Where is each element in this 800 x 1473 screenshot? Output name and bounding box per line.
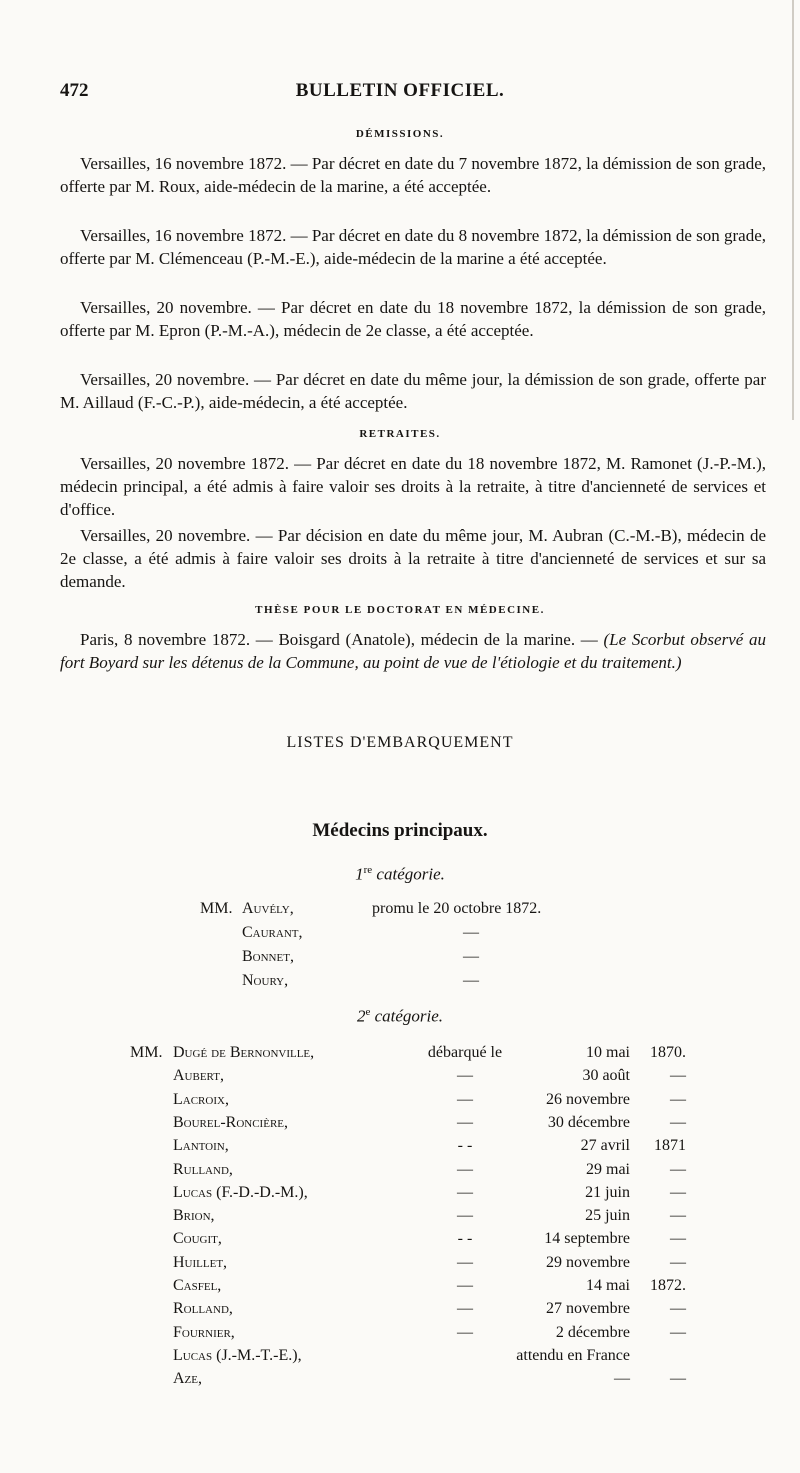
officer-status: — xyxy=(457,1277,473,1294)
category-2-row xyxy=(0,1182,800,1204)
officer-name: Lacroix, xyxy=(173,1091,229,1108)
embark-year: — xyxy=(670,1067,686,1084)
embark-year: 1871 xyxy=(654,1137,686,1154)
category-2-row xyxy=(0,1159,800,1181)
officer-status: — xyxy=(463,948,479,965)
category-2-row xyxy=(0,1275,800,1297)
category-2-number: 2 xyxy=(356,1006,366,1026)
these-paragraph xyxy=(60,628,766,674)
category-1-row xyxy=(0,898,800,920)
officer-name: Fournier, xyxy=(173,1324,235,1341)
officer-name: Bonnet, xyxy=(242,948,294,965)
officer-name: Rulland, xyxy=(173,1161,233,1178)
category-2-row xyxy=(0,1205,800,1227)
section-title-demissions: DÉMISSIONS. xyxy=(355,128,445,140)
embark-date: 29 mai xyxy=(586,1161,630,1178)
officer-name: Brion, xyxy=(173,1207,215,1224)
category-2-row xyxy=(0,1042,800,1064)
page-number: 472 xyxy=(60,80,89,101)
category-1-row xyxy=(0,946,800,968)
embark-year: 1872. xyxy=(650,1277,686,1294)
officer-status: — xyxy=(463,972,479,989)
embark-date: 29 novembre xyxy=(546,1254,630,1271)
officer-name: Dugé de Bernonville, xyxy=(173,1044,315,1061)
embark-year: — xyxy=(670,1324,686,1341)
officer-name: Cougit, xyxy=(173,1230,222,1247)
officer-status: — xyxy=(463,924,479,941)
these-title-italic: (Le Scorbut observé au fort Boyard sur les détenus de la Commune, au point de vue de l'étiologie et du traitement.) xyxy=(60,630,766,672)
section-title-these: THÈSE POUR LE DOCTORAT EN MÉDECINE. xyxy=(255,604,545,616)
embark-year: — xyxy=(670,1161,686,1178)
demission-paragraph: Versailles, 20 novembre. — Par décret en date du 18 novembre 1872, la démission de son grade, offerte par M. Epron (P.-M.-A.), médecin de 2e classe, a été acceptée. xyxy=(60,298,766,340)
officer-status: — xyxy=(457,1067,473,1084)
medecins-title: Médecins principaux. xyxy=(312,820,488,841)
officer-name: Aubert, xyxy=(173,1067,224,1084)
officer-status: — xyxy=(457,1324,473,1341)
embark-date: — xyxy=(614,1370,630,1387)
officer-name: Lucas (F.-D.-D.-M.), xyxy=(173,1184,308,1201)
category-2-row xyxy=(0,1252,800,1274)
category-2-row xyxy=(0,1298,800,1320)
mm-prefix: MM. xyxy=(200,900,233,917)
embark-year: — xyxy=(670,1207,686,1224)
listes-title: LISTES D'EMBARQUEMENT xyxy=(286,734,514,751)
demission-paragraph: Versailles, 16 novembre 1872. — Par décret en date du 7 novembre 1872, la démission de son grade, offerte par M. Roux, aide-médecin de la marine, a été acceptée. xyxy=(60,154,766,196)
officer-status: débarqué le xyxy=(427,1044,503,1061)
category-2-row xyxy=(0,1065,800,1087)
embark-date: 2 décembre xyxy=(555,1324,630,1341)
officer-name: Lantoin, xyxy=(173,1137,229,1154)
embark-date: 27 avril xyxy=(580,1137,630,1154)
demission-paragraph: Versailles, 20 novembre. — Par décret en date du même jour, la démission de son grade, offerte par M. Aillaud (F.-C.-P.), aide-médecin, a été acceptée. xyxy=(60,370,766,412)
embark-date: 30 août xyxy=(582,1067,630,1084)
category-1-sup: re xyxy=(363,864,373,876)
section-title-retraites: RETRAITES. xyxy=(359,428,441,440)
embark-date: 10 mai xyxy=(586,1044,630,1061)
category-2-row xyxy=(0,1089,800,1111)
officer-status: — xyxy=(457,1161,473,1178)
officer-name: Noury, xyxy=(242,972,289,989)
officer-status: — xyxy=(457,1207,473,1224)
category-2-row xyxy=(0,1228,800,1250)
officer-name: Casfel, xyxy=(173,1277,222,1294)
embark-year: — xyxy=(670,1091,686,1108)
officer-status: — xyxy=(457,1114,473,1131)
embark-date: 21 juin xyxy=(585,1184,630,1201)
category-2-row xyxy=(0,1322,800,1344)
category-2-row xyxy=(0,1112,800,1134)
mm-prefix: MM. xyxy=(130,1044,163,1061)
officer-status: — xyxy=(457,1254,473,1271)
category-2-row xyxy=(0,1345,800,1367)
category-2-row xyxy=(0,1368,800,1390)
embark-year: — xyxy=(670,1370,686,1387)
officer-name: Auvély, xyxy=(242,900,294,917)
officer-name: Rolland, xyxy=(173,1300,233,1317)
officer-status: promu le 20 octobre 1872. xyxy=(372,900,542,917)
embark-year: — xyxy=(670,1184,686,1201)
embark-date: 14 septembre xyxy=(544,1230,630,1247)
officer-status: - - xyxy=(457,1137,473,1154)
embark-year: — xyxy=(670,1300,686,1317)
demission-paragraph: Versailles, 16 novembre 1872. — Par décret en date du 8 novembre 1872, la démission de son grade, offerte par M. Clémenceau (P.-M.-E.), aide-médecin de la marine a été acceptée. xyxy=(60,226,766,268)
embark-year: 1870. xyxy=(650,1044,686,1061)
officer-status: — xyxy=(457,1184,473,1201)
officer-name: Huillet, xyxy=(173,1254,228,1271)
these-text: Paris, 8 novembre 1872. — Boisgard (Anatole), médecin de la marine. — xyxy=(80,630,598,649)
embark-date: 30 décembre xyxy=(547,1114,630,1131)
officer-status: — xyxy=(457,1300,473,1317)
category-1-row xyxy=(0,922,800,944)
officer-name: Aze, xyxy=(173,1370,202,1387)
category-2-heading xyxy=(0,1006,800,1027)
category-2-sup: e xyxy=(365,1006,371,1018)
category-2-label: catégorie. xyxy=(374,1006,444,1026)
category-1-number: 1 xyxy=(355,864,364,884)
embark-year: — xyxy=(670,1254,686,1271)
embark-date: 14 mai xyxy=(586,1277,630,1294)
embark-date: 26 novembre xyxy=(546,1091,630,1108)
retraite-paragraph: Versailles, 20 novembre. — Par décision en date du même jour, M. Aubran (C.-M.-B), médecin de 2e classe, a été admis à faire valoir ses droits à la retraite à titre d'ancienneté de services et sur sa demande. xyxy=(60,526,766,591)
embark-date: 25 juin xyxy=(585,1207,630,1224)
running-title: BULLETIN OFFICIEL. xyxy=(295,80,505,101)
officer-name: Lucas (J.-M.-T.-E.), xyxy=(173,1347,302,1364)
embark-date: attendu en France xyxy=(516,1347,630,1364)
category-1-row xyxy=(0,970,800,992)
category-1-label: catégorie. xyxy=(376,864,445,884)
officer-name: Caurant, xyxy=(242,924,303,941)
category-2-row xyxy=(0,1135,800,1157)
page-edge-rule xyxy=(792,0,794,420)
officer-name: Bourel-Roncière, xyxy=(173,1114,288,1131)
officer-status: — xyxy=(457,1091,473,1108)
retraite-paragraph: Versailles, 20 novembre 1872. — Par décret en date du 18 novembre 1872, M. Ramonet (J.-P.-M.), médecin principal, a été admis à faire valoir ses droits à la retraite, à titre d'ancienneté de services et d'office. xyxy=(60,454,766,519)
embark-date: 27 novembre xyxy=(546,1300,630,1317)
embark-year: — xyxy=(670,1114,686,1131)
embark-year: — xyxy=(670,1230,686,1247)
category-1-heading xyxy=(0,864,800,885)
officer-status: - - xyxy=(457,1230,473,1247)
